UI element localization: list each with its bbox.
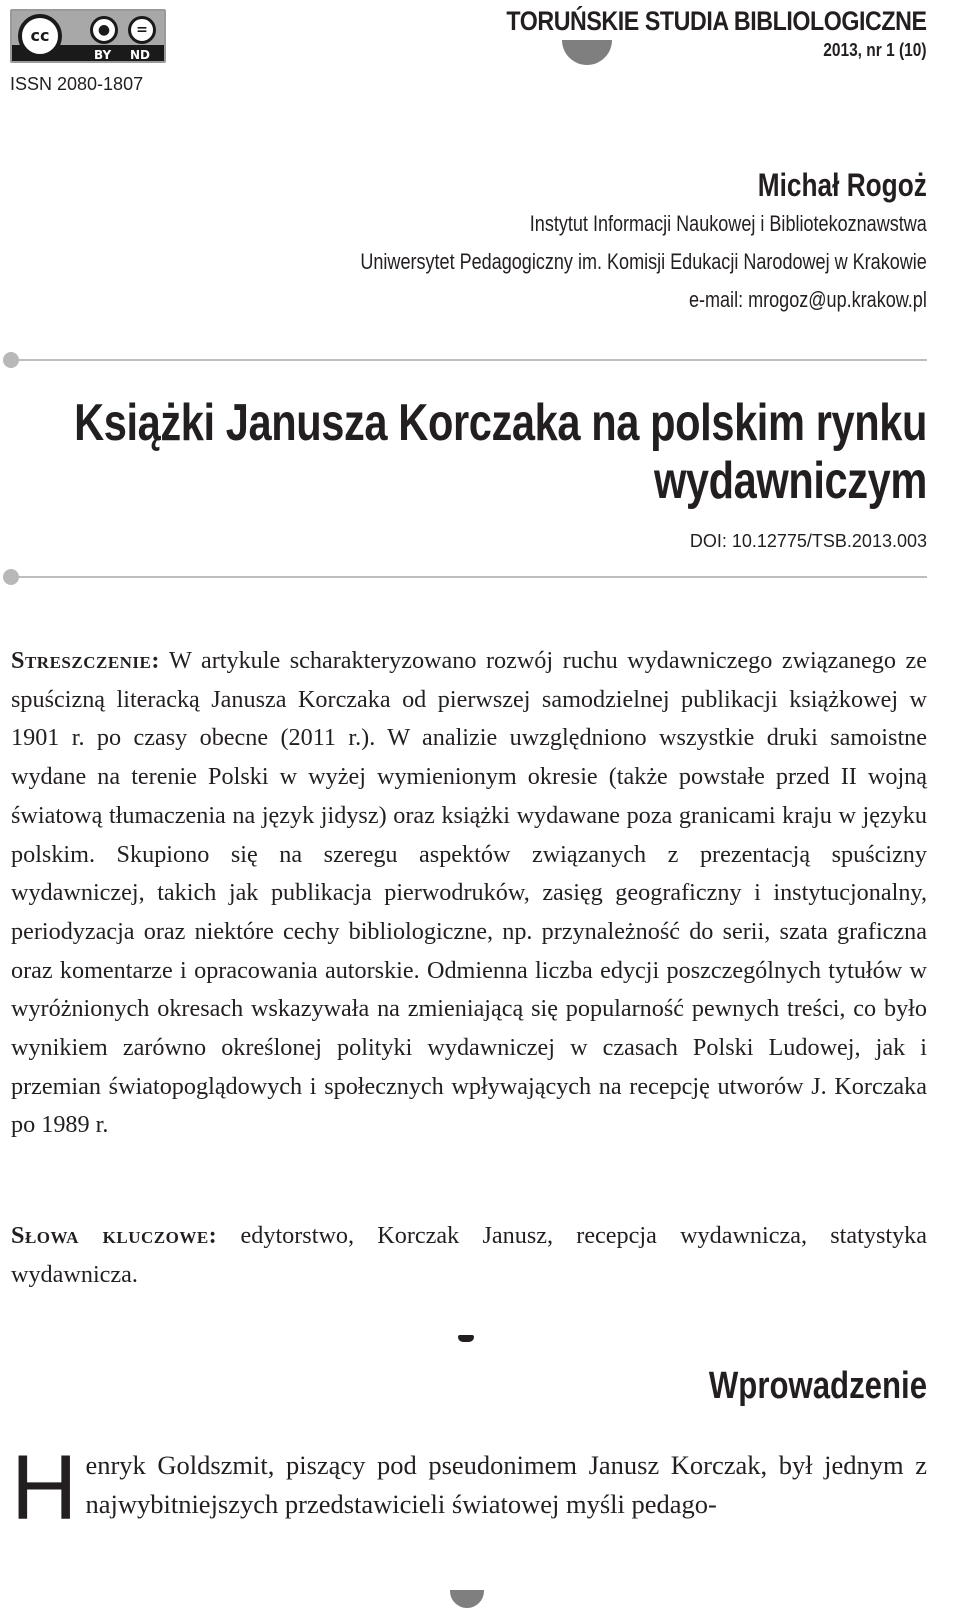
article-title-line1: Książki Janusza Korczaka na polskim rynku [74,394,927,452]
body-paragraph [11,1437,927,1539]
person-icon: ● [90,16,118,44]
keywords [11,1217,927,1294]
author-university: Uniwersytet Pedagogiczny im. Komisji Edukacji Narodowej w Krakowie [360,249,927,274]
author-email: e-mail: mrogoz@up.krakow.pl [689,287,927,312]
title-top-rule [11,359,927,361]
cc-by-label: BY [94,48,112,62]
rule-bullet [3,352,19,368]
equals-icon: = [128,16,156,44]
abstract-text: W artykule scharakteryzowano rozwój ruchu wydawniczego związanego ze spuścizną literacką Janusza Korczaka od pierwszej samodzielnej publikacji książkowej w 1901 r. po czasy obecne (2011 r.). W analizie uwzględniono wszystkie druki samoistne wydane na terenie Polski w wyżej wymienionym okresie (także powstałe przed II wojną światową tłumaczenia na język jidysz) oraz książki wydawane poza granicami kraju w języku polskim. Skupiono się na szeregu aspektów związanych z prezentacją spuścizny wydawniczej, takich jak publikacja pierwodruków, zasięg geograficzny i instytucjonalny, periodyzacja oraz niektóre cechy bibliologiczne, np. przynależność do serii, szata graficzna oraz komentarze i opracowania autorskie. Odmienna liczba edycji poszczególnych tytułów w wyróżnionych okresach wskazywała na zmieniającą się popularność pewnych treści, co było wynikiem zarówno określonej polityki wydawniczej w czasach Polski Ludowej, jak i przemian światopoglądowych i społecznych wpływających na recepcję utworów J. Korczaka po 1989 r. [11,647,927,1139]
doi: DOI: 10.12775/TSB.2013.003 [689,531,927,551]
cc-license-badge [10,9,166,63]
section-heading: Wprowadzenie [708,1365,927,1407]
keywords-text: edytorstwo, Korczak Janusz, recepcja wydawnicza, statystyka wydawnicza. [11,1222,927,1288]
article-title [47,394,927,510]
abstract-label: Streszczenie: [11,647,160,674]
issn: ISSN 2080-1807 [10,74,144,94]
article-title-line2: wydawniczym [653,452,927,510]
rule-bullet [3,569,19,585]
abstract [11,642,927,1145]
cc-icon: cc [18,14,62,58]
author-institute: Instytut Informacji Naukowej i Bibliotekoznawstwa [529,211,927,236]
keywords-label: Słowa kluczowe: [11,1222,218,1249]
author-block [361,165,927,319]
drop-cap: H [11,1437,78,1539]
body-paragraph-text: enryk Goldszmit, piszący pod pseudonimem Janusz Korczak, był jednym z najwybitniejszych przedstawicieli światowej myśli pedago- [85,1450,927,1519]
title-bottom-rule [11,576,927,578]
journal-name: TORUŃSKIE STUDIA BIBLIOLOGICZNE [506,6,927,36]
section-divider-mark [458,1335,474,1342]
author-name: Michał Rogoż [757,167,927,203]
journal-issue: 2013, nr 1 (10) [823,40,927,60]
page-tab-marker [562,40,612,65]
cc-nd-label: ND [130,48,151,62]
page-tab-marker-bottom [450,1590,484,1608]
